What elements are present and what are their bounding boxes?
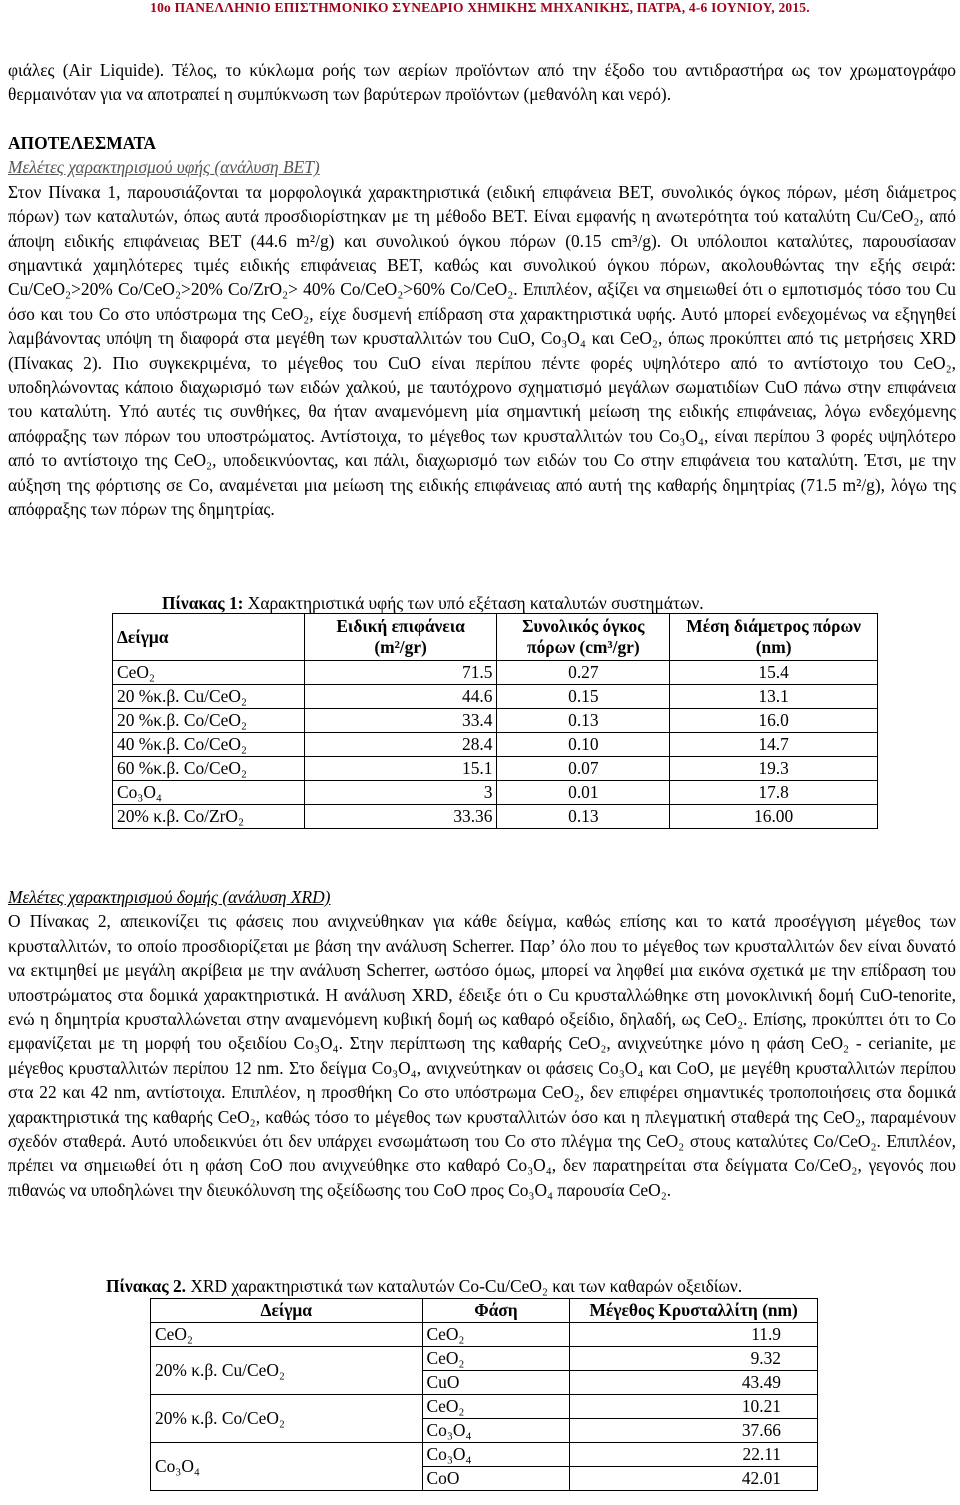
- pore-volume-cell: 0.10: [497, 733, 670, 757]
- sample-cell: 20% κ.β. Co/ZrO₂: [113, 805, 305, 829]
- surface-area-cell: 44.6: [304, 685, 497, 709]
- table2-header-cell: Δείγμα: [151, 1299, 423, 1323]
- phase-cell: CeO₂: [422, 1347, 570, 1371]
- sample-cell: Co₃O₄: [151, 1443, 423, 1491]
- table-row: [113, 781, 878, 805]
- results-heading: ΑΠΟΤΕΛΕΣΜΑΤΑ: [8, 133, 156, 153]
- pore-volume-cell: 0.27: [497, 661, 670, 685]
- xrd-paragraph: Ο Πίνακας 2, απεικονίζει τις φάσεις που ανιχνεύθηκαν για κάθε δείγμα, καθώς επίσης και το κατά προσέγγιση μέγεθος των κρυσταλλιτών, το οποίο προσδιορίζεται με βάση την ανάλυση Scherrer. Παρ’ όλο που το μέγεθος των κρυσταλλιτών δεν είναι δυνατό να εκτιμηθεί με μεγάλη ακρίβεια με την ανάλυση Scherrer, ωστόσο όμως, μπορεί να ληφθεί μια εικόνα σχετικά με την επίδραση του υποστρώματος στα δομικά χαρακτηριστικά. Η ανάλυση XRD, έδειξε ότι ο Cu κρυσταλλώθηκε στη μονοκλινική δομή CuO-tenorite, ενώ η δημητρία κρυσταλλώνεται στην αναμενόμενη κυβική δομή ως καθαρό οξείδιο, δηλαδή, ως CeO₂. Επίσης, προκύπτει ότι το Co εμφανίζεται με τη μορφή του οξειδίου Co₃O₄. Στην περίπτωση της καθαρής CeO₂, ανιχνεύτηκε μόνο η φάση CeO₂ - cerianite, με μέγεθος κρυσταλλιτών περίπου 12 nm. Στο δείγμα Co₃O₄, ανιχνεύτηκαν οι φάσεις Co₃O₄ και CoO, με μεγέθη κρυσταλλιτών περίπου στα 22 και 42 nm, αντίστοιχα. Επιπλέον, η προσθήκη Co στο υπόστρωμα CeO₂, δεν επιφέρει σημαντικές τροποποιήσεις στα δομικά χαρακτηριστικά της καθαρής CeO₂, καθώς τόσο το μέγεθος των κρυσταλλιτών όσο και η πλεγματική σταθερά της CeO₂, παραμένουν σχεδόν σταθερά. Αυτό υποδεικνύει ότι δεν υπάρχει ενσωμάτωση του Co στο πλέγμα της CeO₂ στους καταλύτες Co/CeO₂. Επιπλέον, πρέπει να σημειωθεί ότι η φάση CoO που ανιχνεύθηκε στο καθαρό Co₃O₄, δεν παρατηρείται στα δείγματα Co/CeO₂, γεγονός που πιθανώς να υποδηλώνει την διευκόλυνση της οξείδωσης του CoO προς Co₃O₄ παρουσία CeO₂.: [8, 911, 956, 1200]
- pore-diameter-cell: 13.1: [670, 685, 878, 709]
- sample-cell: CeO₂: [113, 661, 305, 685]
- crystallite-size-cell: 9.32: [570, 1347, 818, 1371]
- intro-block: [8, 58, 956, 107]
- phase-cell: Co₃O₄: [422, 1419, 570, 1443]
- crystallite-size-cell: 42.01: [570, 1467, 818, 1491]
- pore-diameter-cell: 16.00: [670, 805, 878, 829]
- table-row: [113, 805, 878, 829]
- pore-volume-cell: 0.13: [497, 805, 670, 829]
- pore-volume-cell: 0.15: [497, 685, 670, 709]
- table2-header-cell: Φάση: [422, 1299, 570, 1323]
- table1-caption: [162, 592, 704, 614]
- pore-diameter-cell: 14.7: [670, 733, 878, 757]
- table1: [112, 613, 878, 829]
- table-row: [151, 1347, 818, 1371]
- pore-diameter-cell: 17.8: [670, 781, 878, 805]
- intro-paragraph: φιάλες (Air Liquide). Τέλος, το κύκλωμα ροής των αερίων προϊόντων από την έξοδο του αντιδραστήρα ως τον χρωματογράφο θερμαινόταν για να αποτραπεί η συμπύκνωση των βαρύτερων προϊόντων (μεθανόλη και νερό).: [8, 60, 956, 105]
- surface-area-cell: 28.4: [304, 733, 497, 757]
- table2-caption-label: Πίνακας 2.: [106, 1276, 186, 1296]
- crystallite-size-cell: 10.21: [570, 1395, 818, 1419]
- sample-cell: CeO₂: [151, 1323, 423, 1347]
- phase-cell: Co₃O₄: [422, 1443, 570, 1467]
- table1-header-cell: Ειδική επιφάνεια (m²/gr): [304, 614, 497, 661]
- table2-caption: [106, 1275, 742, 1297]
- table1-caption-label: Πίνακας 1:: [162, 593, 244, 613]
- crystallite-size-cell: 43.49: [570, 1371, 818, 1395]
- table1-header-cell: Μέση διάμετρος πόρων (nm): [670, 614, 878, 661]
- table-row: [113, 685, 878, 709]
- surface-area-cell: 71.5: [304, 661, 497, 685]
- surface-area-cell: 3: [304, 781, 497, 805]
- crystallite-size-cell: 37.66: [570, 1419, 818, 1443]
- surface-area-cell: 33.4: [304, 709, 497, 733]
- phase-cell: CeO₂: [422, 1323, 570, 1347]
- crystallite-size-cell: 11.9: [570, 1323, 818, 1347]
- pore-volume-cell: 0.13: [497, 709, 670, 733]
- results-section: [8, 131, 956, 522]
- sample-cell: Co₃O₄: [113, 781, 305, 805]
- phase-cell: CoO: [422, 1467, 570, 1491]
- sample-cell: 60 %κ.β. Co/CeO₂: [113, 757, 305, 781]
- table-row: [151, 1323, 818, 1347]
- sample-cell: 20% κ.β. Cu/CeO₂: [151, 1347, 423, 1395]
- table2-header-cell: Μέγεθος Κρυσταλλίτη (nm): [570, 1299, 818, 1323]
- pore-diameter-cell: 15.4: [670, 661, 878, 685]
- phase-cell: CuO: [422, 1371, 570, 1395]
- pore-diameter-cell: 16.0: [670, 709, 878, 733]
- table1-header-cell: Δείγμα: [113, 614, 305, 661]
- sample-cell: 40 %κ.β. Co/CeO₂: [113, 733, 305, 757]
- table-row: [151, 1443, 818, 1467]
- conference-header: 10ο ΠΑΝΕΛΛΗΝΙΟ ΕΠΙΣΤΗΜΟΝΙΚΟ ΣΥΝΕΔΡΙΟ ΧΗΜΙΚΗΣ ΜΗΧΑΝΙΚΗΣ, ΠΑΤΡΑ, 4-6 ΙΟΥΝΙΟΥ, 2015.: [150, 0, 810, 15]
- table-row: [151, 1395, 818, 1419]
- pore-diameter-cell: 19.3: [670, 757, 878, 781]
- table-row: [113, 733, 878, 757]
- surface-area-cell: 15.1: [304, 757, 497, 781]
- bet-paragraph: Στον Πίνακα 1, παρουσιάζονται τα μορφολογικά χαρακτηριστικά (ειδική επιφάνεια BET, συνολικός όγκος πόρων, μέση διάμετρος πόρων) των καταλυτών, όπως αυτά προσδιορίστηκαν με τη μέθοδο BET. Είναι εμφανής η ανωτερότητα τού καταλύτη Cu/CeO₂, από άποψη ειδικής επιφάνειας BET (44.6 m²/g) και συνολικού όγκου πόρων (0.15 cm³/g). Οι υπόλοιποι καταλύτες, παρουσίασαν σημαντικά χαμηλότερες τιμές ειδικής επιφάνειας BET, καθώς και συνολικού όγκου πόρων, ακολουθώντας την εξής σειρά: Cu/CeO₂>20% Co/CeO₂>20% Co/ZrO₂> 40% Co/CeO₂>60% Co/CeO₂. Επιπλέον, αξίζει να σημειωθεί ότι ο εμποτισμός τόσο του Cu όσο και του Co στο υπόστρωμα της CeO₂, είχε δυσμενή επίδραση στα χαρακτηριστικά υφής. Αυτό μπορεί ενδεχομένως να εξηγηθεί λαμβάνοντας υπόψη τη διαφορά στα μεγέθη των κρυσταλλιτών του CuO, Co₃O₄ και CeO₂, όπως προκύπτει από τις μετρήσεις XRD (Πίνακας 2). Πιο συγκεκριμένα, το μέγεθος του CuO είναι περίπου πέντε φορές υψηλότερο από το αντίστοιχο του CeO₂, υποδηλώνοντας κάποιο διαχωρισμό των ειδών χαλκού, με ταυτόχρονο σχηματισμό μεγάλων σωματιδίων CuO πάνω στην επιφάνεια του καταλύτη. Υπό αυτές τις συνθήκες, θα ήταν αναμενόμενη μία σημαντική μείωση της ειδικής επιφάνειας, λόγω ενδεχόμενης απόφραξης των πόρων του υποστρώματος. Αντίστοιχα, το μέγεθος των κρυσταλλιτών του Co₃O₄, είναι περίπου 3 φορές υψηλότερο από το αντίστοιχο της CeO₂, υποδεικνύοντας, και πάλι, διαχωρισμό των ειδών του Co στην επιφάνεια του καταλύτη. Έτσι, με την αύξηση της φόρτισης σε Co, αναμένεται μια μείωση της ειδικής επιφάνειας από αυτή της καθαρής δημητρίας (71.5 m²/g), λόγω της απόφραξης των πόρων της δημητρίας.: [8, 181, 956, 520]
- table2-caption-text: XRD χαρακτηριστικά των καταλυτών Co-Cu/CeO₂ και των καθαρών οξειδίων.: [185, 1276, 743, 1296]
- surface-area-cell: 33.36: [304, 805, 497, 829]
- sample-cell: 20 %κ.β. Co/CeO₂: [113, 709, 305, 733]
- sample-cell: 20% κ.β. Co/CeO₂: [151, 1395, 423, 1443]
- table1-header-cell: Συνολικός όγκος πόρων (cm³/gr): [497, 614, 670, 661]
- table2-header-row: [151, 1299, 818, 1323]
- xrd-subheading: Μελέτες χαρακτηρισμού δομής (ανάλυση XRD): [8, 887, 331, 907]
- bet-subheading: Μελέτες χαρακτηρισμού υφής (ανάλυση BET): [8, 157, 320, 178]
- table1-caption-text: Χαρακτηριστικά υφής των υπό εξέταση καταλυτών συστημάτων.: [243, 593, 704, 613]
- phase-cell: CeO₂: [422, 1395, 570, 1419]
- pore-volume-cell: 0.07: [497, 757, 670, 781]
- table-row: [113, 709, 878, 733]
- sample-cell: 20 %κ.β. Cu/CeO₂: [113, 685, 305, 709]
- table-row: [113, 757, 878, 781]
- pore-volume-cell: 0.01: [497, 781, 670, 805]
- table-row: [113, 661, 878, 685]
- table2: [150, 1298, 818, 1491]
- table1-header-row: [113, 614, 878, 661]
- xrd-section: [8, 885, 956, 1202]
- crystallite-size-cell: 22.11: [570, 1443, 818, 1467]
